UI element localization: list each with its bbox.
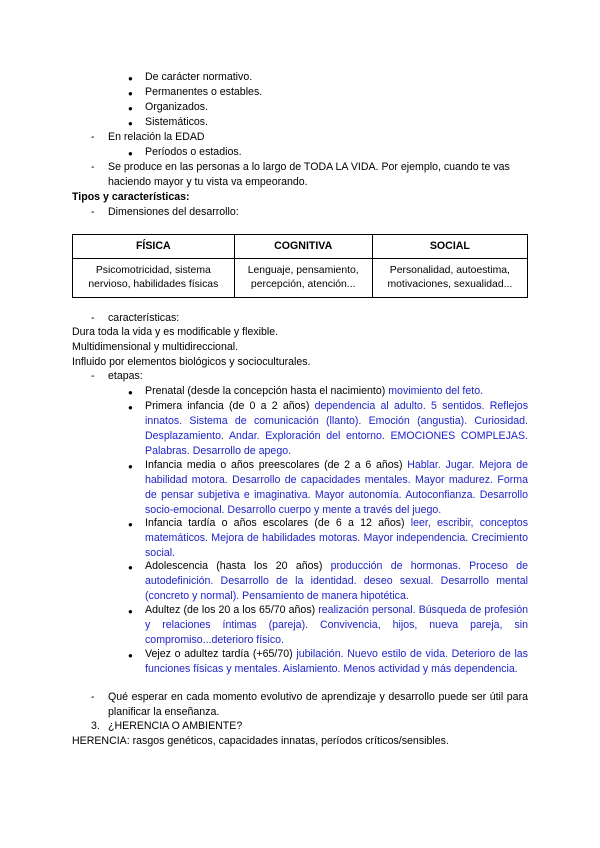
stage-label: Prenatal (desde la concepción hasta el nacimiento) xyxy=(145,385,386,397)
dash-icon: - xyxy=(91,691,95,703)
stage-infancia-media xyxy=(145,458,528,518)
bullet-icon: ● xyxy=(128,149,133,158)
dash-icon: - xyxy=(91,161,95,173)
caracteristicas-label: características: xyxy=(108,312,180,324)
table-row xyxy=(73,259,528,298)
bullet-icon: ● xyxy=(128,520,133,529)
stage-desc: leer, escribir, conceptos matemáticos. Mejora de habilidades motoras. Mayor independencia. Crecimiento social. xyxy=(145,517,528,559)
bullet-icon: ● xyxy=(128,563,133,572)
stage-desc: dependencia al adulto. 5 sentidos. Reflejos innatos. Sistema de comunicación (llanto). Emoción (angustia). Curiosidad. Desplazamiento. Andar. Exploración del entorno. EMOCIONES COMPLEJAS. Palabras. Desarrollo de apego. xyxy=(145,400,528,457)
bullet-icon: ● xyxy=(128,651,133,660)
bullet-icon: ● xyxy=(128,104,133,113)
stage-label: Infancia tardía o años escolares (de 6 a 12 años) xyxy=(145,517,405,529)
cell-line: Psicomotricidad, sistema xyxy=(95,265,211,276)
cell-fisica xyxy=(73,259,235,298)
bullet-icon: ● xyxy=(128,89,133,98)
dash-icon: - xyxy=(91,206,95,218)
dimensiones-label: Dimensiones del desarrollo: xyxy=(108,206,239,218)
stage-adolescencia xyxy=(145,559,528,604)
char-line: Dura toda la vida y es modificable y flexible. xyxy=(72,326,279,338)
herencia-heading: ¿HERENCIA O AMBIENTE? xyxy=(108,720,243,732)
list-item: Períodos o estadios. xyxy=(145,146,242,158)
section-number: 3. xyxy=(91,720,100,732)
cell-line: Personalidad, autoestima, xyxy=(389,265,510,276)
edad-label: En relación la EDAD xyxy=(108,131,205,143)
dash-icon: - xyxy=(91,370,95,382)
list-item: Permanentes o estables. xyxy=(145,86,263,98)
bullet-icon: ● xyxy=(128,119,133,128)
stage-label: Vejez o adultez tardía (+65/70) xyxy=(145,648,293,660)
cell-cognitiva xyxy=(234,259,372,298)
toda-vida-paragraph: Se produce en las personas a lo largo de TODA LA VIDA. Por ejemplo, cuando te vas haciendo mayor y tu vista va empeorando. xyxy=(108,161,510,188)
bullet-icon: ● xyxy=(128,607,133,616)
herencia-line: HERENCIA: rasgos genéticos, capacidades innatas, períodos críticos/sensibles. xyxy=(72,735,449,747)
stage-desc: movimiento del feto. xyxy=(388,385,484,397)
bullet-icon: ● xyxy=(128,74,133,83)
stage-label: Adultez (de los 20 a los 65/70 años) xyxy=(145,604,316,616)
dimensions-table xyxy=(72,234,528,298)
list-item: Organizados. xyxy=(145,101,209,113)
table-header-row xyxy=(73,235,528,259)
dash-icon: - xyxy=(91,131,95,143)
char-line: Multidimensional y multidireccional. xyxy=(72,341,239,353)
stage-adultez xyxy=(145,603,528,648)
stage-label: Adolescencia (hasta los 20 años) xyxy=(145,560,323,572)
stage-desc: jubilación. Nuevo estilo de vida. Deterioro de las funciones físicas y mentales. Aislamiento. Menos actividad y más dependencia. xyxy=(145,648,528,675)
dash-icon: - xyxy=(91,312,95,324)
etapas-label: etapas: xyxy=(108,370,143,382)
stage-desc: Hablar. Jugar. Mejora de habilidad motora. Desarrollo de capacidades mentales. Mayor madurez. Forma de pensar subjetiva e imaginativa. Mayor autonomía. Autoconfianza. Desarrollo socio-emocional. Desarrollo cuerpo y mente a través del juego. xyxy=(145,459,529,516)
que-esperar-paragraph: Qué esperar en cada momento evolutivo de aprendizaje y desarrollo puede ser útil para planificar la enseñanza. xyxy=(108,691,528,718)
header-cognitiva: COGNITIVA xyxy=(234,235,372,259)
stage-primera-infancia xyxy=(145,399,528,459)
bullet-icon: ● xyxy=(128,462,133,471)
stage-vejez xyxy=(145,647,528,677)
header-fisica: FÍSICA xyxy=(73,235,235,259)
header-social: SOCIAL xyxy=(372,235,527,259)
stage-label: Infancia media o años preescolares (de 2 a 6 años) xyxy=(145,459,403,471)
char-line: Influido por elementos biológicos y socioculturales. xyxy=(72,356,311,368)
cell-social xyxy=(372,259,527,298)
stage-prenatal xyxy=(145,384,528,399)
bullet-icon: ● xyxy=(128,388,133,397)
list-item: Sistemáticos. xyxy=(145,116,208,128)
bullet-icon: ● xyxy=(128,403,133,412)
cell-line: Lenguaje, pensamiento, xyxy=(247,265,359,276)
list-item: De carácter normativo. xyxy=(145,71,253,83)
cell-line: nervioso, habilidades físicas xyxy=(88,279,219,290)
cell-line: motivaciones, sexualidad... xyxy=(387,279,513,290)
stage-desc: realización personal. Búsqueda de profesión y relaciones íntimas (pareja). Convivencia, hijos, nueva pareja, sin compromiso...deterioro físico. xyxy=(145,604,528,646)
stage-infancia-tardia xyxy=(145,516,528,561)
tipos-heading: Tipos y características: xyxy=(72,191,190,203)
stage-desc: producción de hormonas. Proceso de autodefinición. Desarrollo de la identidad. deseo sexual. Desarrollo mental (concreto y normal). Pensamiento de manera hipotética. xyxy=(145,560,528,602)
stage-label: Primera infancia (de 0 a 2 años) xyxy=(145,400,310,412)
cell-line: percepción, atención... xyxy=(250,279,356,290)
